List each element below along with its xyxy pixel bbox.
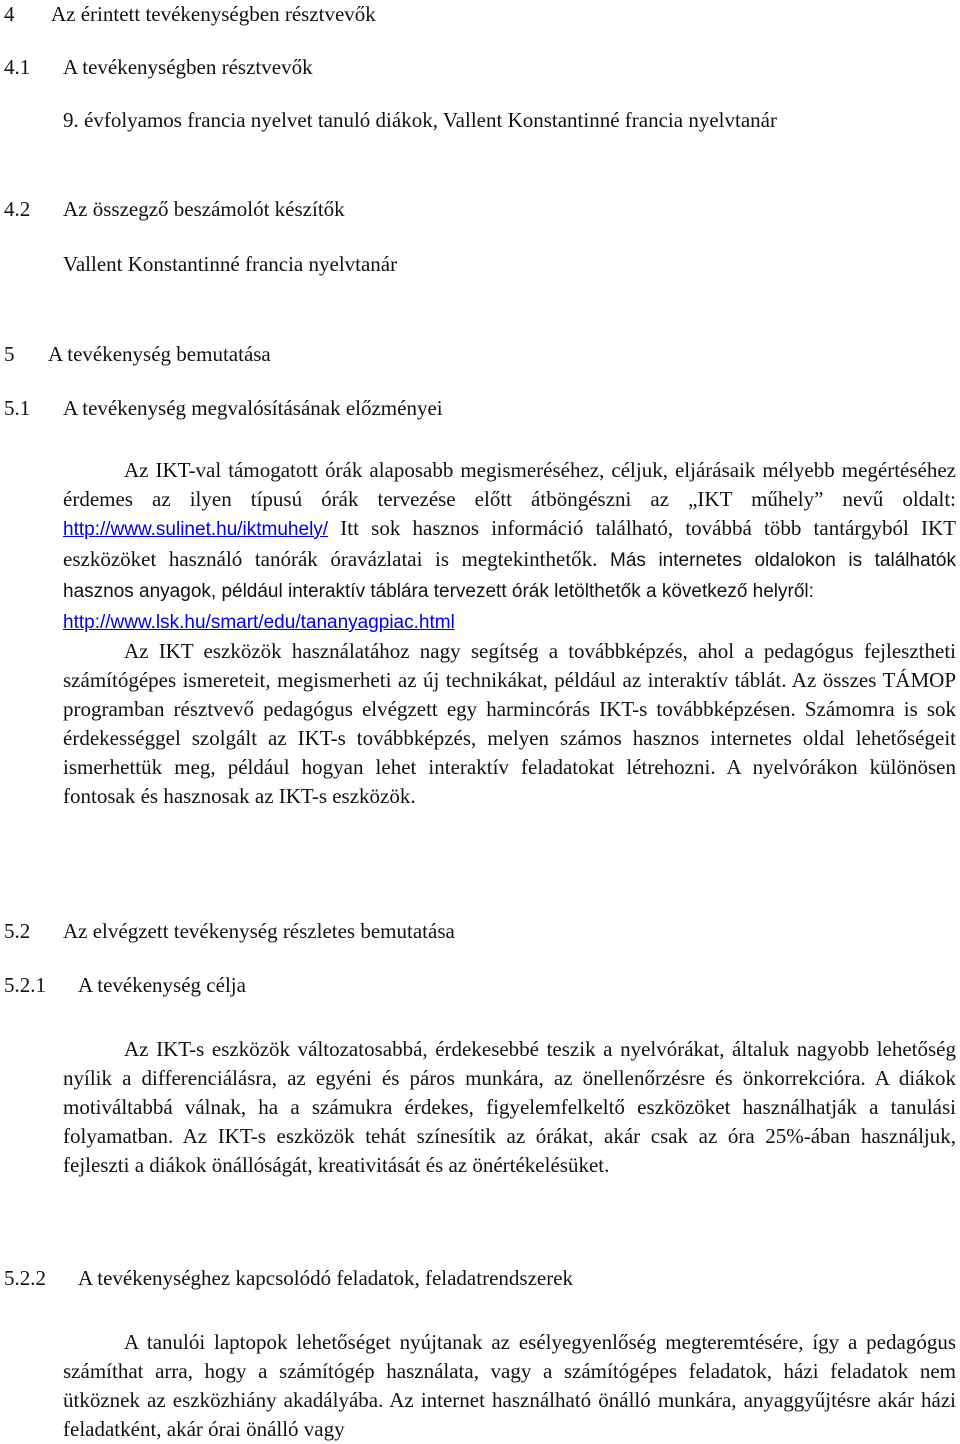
paragraph-goal <box>63 1035 956 1180</box>
heading-5-2 <box>4 919 455 943</box>
paragraph-text: Az IKT-s eszközök változatosabbá, érdekesebbé teszik a nyelvórákat, általuk nagyobb lehetőség nyílik a differenciálásra, az egyéni és páros munkára, az önellenőrzésre és önkorrekcióra. A diákok motiváltabbá válnak, ha a számukra érdekes, figyelemfelkeltő eszközöket használhatják a tanulási folyamatban. Az IKT-s eszközök tehát színesítik az órákat, akár csak az óra 25%-ában használjuk, fejleszti a diákok önállóságát, kreativitását és az önértékelésüket. <box>63 1037 956 1177</box>
paragraph-text: Az IKT-val támogatott órák alaposabb megismeréséhez, céljuk, eljárásaik mélyebb megértéséhez érdemes az ilyen típusú órák tervezése előtt átböngészni az „IKT műhely” nevű oldalt: <box>63 458 956 511</box>
paragraph-training: Az IKT eszközök használatához nagy segítség a továbbképzés, ahol a pedagógus fejlesztheti számítógépes ismereteit, megismerheti az új technikákat, például az interaktív táblát. Az összes TÁMOP programban résztvevő pedagógus elvégzett egy harmincórás IKT-s továbbképzésen. Számomra is sok érdekességgel szolgált az IKT-s továbbképzés, melyen számos hasznos internetes oldal lehetőségeit ismerhettük meg, például hogyan lehet interaktív feladatokat létrehozni. A nyelvórákon különösen fontosak és hasznosak az IKT-s eszközök. <box>63 639 956 808</box>
heading-title: Az érintett tevékenységben résztvevők <box>51 2 376 26</box>
paragraph-text: Más internetes oldalokon is találhatók hasznos anyagok, például interaktív táblára tervezett órák letölthetők a következő helyről: <box>63 549 956 602</box>
heading-number: 5.2.2 <box>4 1266 46 1290</box>
heading-number: 5.2.1 <box>4 973 46 997</box>
heading-title: A tevékenység célja <box>78 973 246 997</box>
heading-title: A tevékenységhez kapcsolódó feladatok, feladatrendszerek <box>78 1266 574 1290</box>
heading-number: 4.1 <box>4 55 31 79</box>
paragraph-tasks <box>63 1328 956 1444</box>
authors-text: Vallent Konstantinné francia nyelvtanár <box>63 252 398 276</box>
heading-4-1 <box>4 55 313 79</box>
paragraph-prerequisites <box>63 456 956 811</box>
heading-title: Az összegző beszámolót készítők <box>63 197 345 221</box>
heading-title: Az elvégzett tevékenység részletes bemutatása <box>63 919 455 943</box>
heading-5-2-1 <box>4 973 246 997</box>
heading-5 <box>4 342 271 366</box>
paragraph-text: A tanulói laptopok lehetőséget nyújtanak az esélyegyenlőség megteremtésére, így a pedagógus számíthat arra, hogy a számítógép használata, vagy a számítógépes feladatok, házi feladatok nem ütköznek az eszközhiány akadályába. Az internet használható önálló munkára, anyaggyűjtésre akár házi feladatként, akár órai önálló vagy <box>63 1330 956 1441</box>
heading-4-2 <box>4 197 345 221</box>
heading-title: A tevékenység megvalósításának előzményei <box>63 396 443 420</box>
iktmuhely-link[interactable]: http://www.sulinet.hu/iktmuhely/ <box>63 518 329 540</box>
heading-number: 5.2 <box>4 919 31 943</box>
participants-text: 9. évfolyamos francia nyelvet tanuló diákok, Vallent Konstantinné francia nyelvtanár <box>63 108 777 132</box>
heading-number: 5 <box>4 342 15 366</box>
heading-5-2-2 <box>4 1266 574 1290</box>
heading-number: 4.2 <box>4 197 31 221</box>
tananyagpiac-link[interactable]: http://www.lsk.hu/smart/edu/tananyagpiac.html <box>63 611 455 633</box>
heading-5-1 <box>4 396 443 420</box>
heading-title: A tevékenység bemutatása <box>48 342 271 366</box>
heading-title: A tevékenységben résztvevők <box>63 55 313 79</box>
heading-4 <box>4 2 376 26</box>
heading-number: 4 <box>4 2 15 26</box>
heading-number: 5.1 <box>4 396 31 420</box>
paragraph-text: Itt sok hasznos információ található, továbbá több tantárgyból IKT eszközöket használó tanórák óravázlatai is megtekinthetők. <box>63 515 956 571</box>
